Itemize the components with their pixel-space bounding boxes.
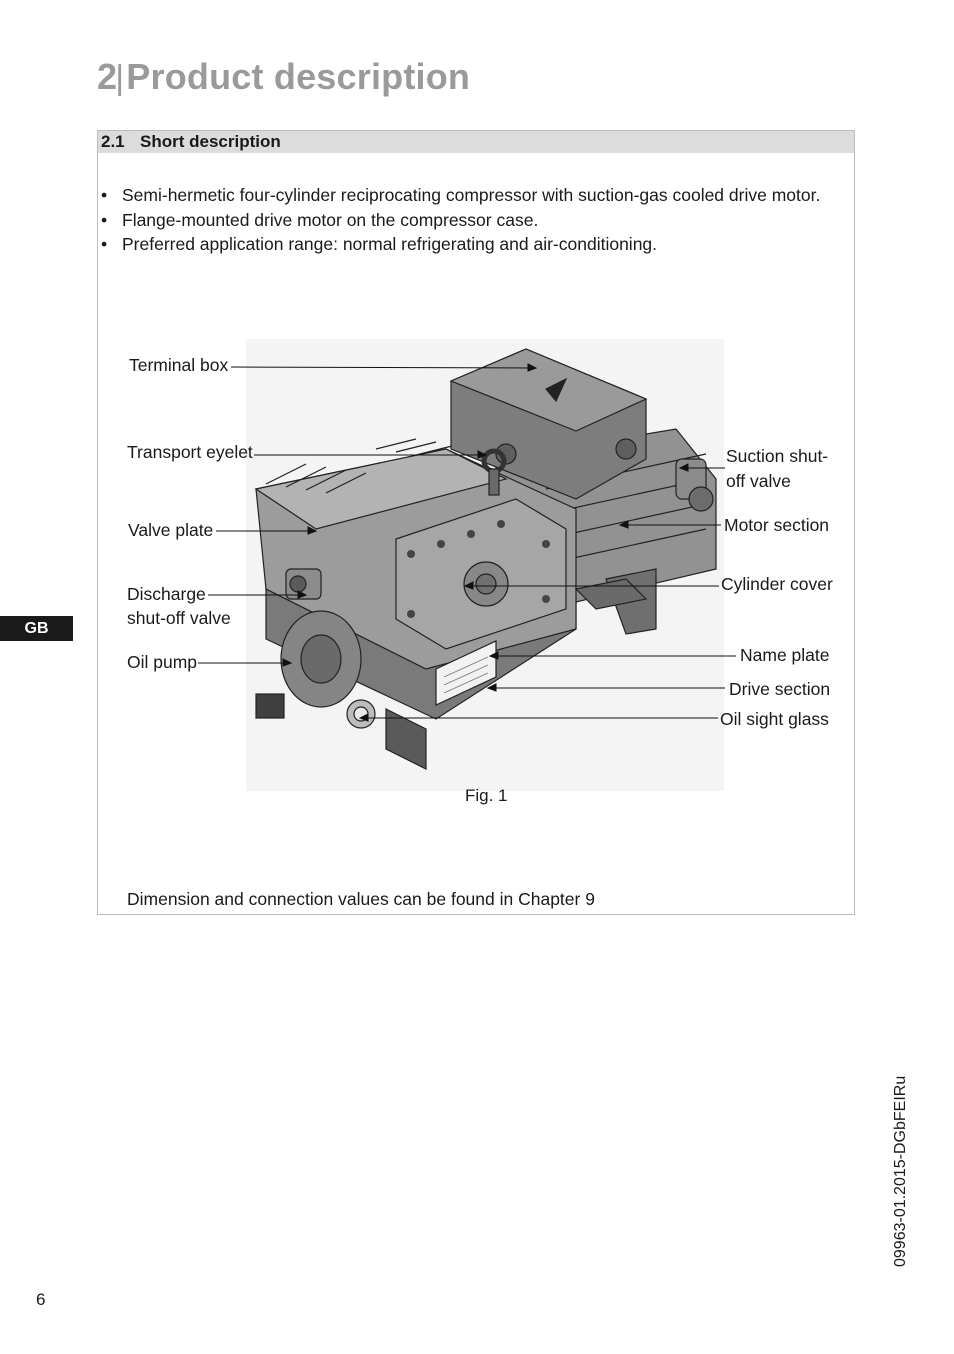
label-suction-line1: Suction shut- [726,446,829,466]
bullet-icon: • [101,185,108,205]
label-cylinder-cover: Cylinder cover [721,574,833,594]
label-discharge-line1: Discharge [127,584,206,604]
figure-caption: Fig. 1 [465,786,508,805]
bullet-icon: • [101,209,108,230]
page-number: 6 [36,1290,46,1309]
label-suction-line2: off valve [726,471,791,491]
document-code: 09963-01.2015-DGbFEIRu [892,1075,909,1267]
label-drive-section: Drive section [729,679,831,699]
chapter-reference-note: Dimension and connection values can be found in Chapter 9 [127,889,595,909]
list-item-text: Semi-hermetic four-cylinder reciprocating compressor with suction-gas cooled drive motor. [122,185,821,205]
section-title: Short description [140,132,281,151]
section-number: 2.1 [101,132,125,151]
short-description-section [97,130,855,915]
label-transport-eyelet: Transport eyelet [127,442,253,462]
label-terminal-box: Terminal box [129,355,229,375]
list-item-text: Preferred application range: normal refrigerating and air-conditioning. [122,234,658,254]
label-discharge-line2: shut-off valve [127,608,231,628]
label-valve-plate: Valve plate [128,520,214,540]
chapter-title-text: Product description [126,56,471,97]
label-motor-section: Motor section [724,515,830,535]
chapter-title [97,56,470,98]
list-item-text: Flange-mounted drive motor on the compressor case. [122,209,539,230]
chapter-separator: | [115,59,125,97]
label-oil-sight-glass: Oil sight glass [720,709,829,729]
label-oil-pump: Oil pump [127,652,198,672]
bullet-icon: • [101,234,108,254]
chapter-number: 2 [97,56,118,97]
label-name-plate: Name plate [740,645,830,665]
language-tab: GB [0,616,73,641]
